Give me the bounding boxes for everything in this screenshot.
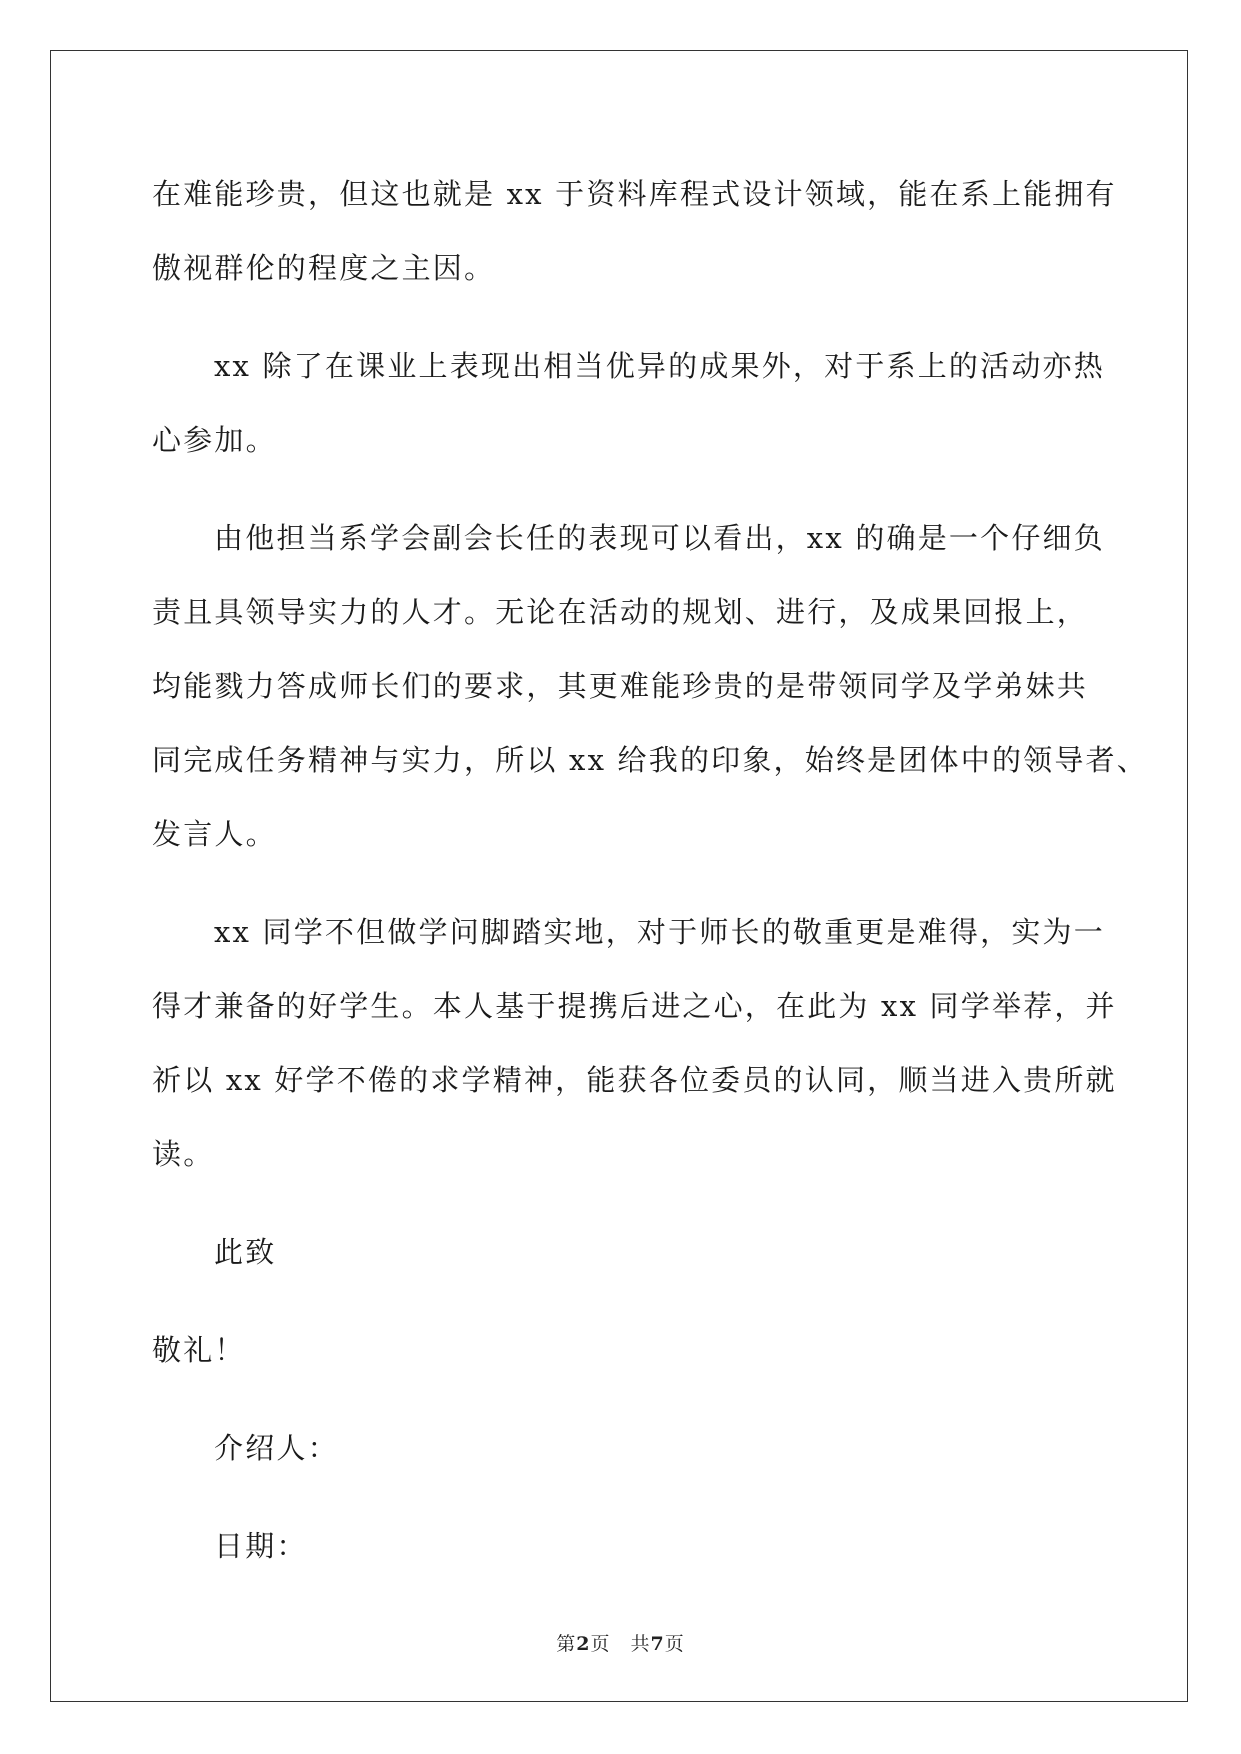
text-line: 得才兼备的好学生。本人基于提携后进之心，在此为 xx 同学举荐，并 (152, 989, 1117, 1023)
introducer-label: 介绍人： (214, 1431, 339, 1465)
text-line: 读。 (152, 1137, 215, 1171)
text-line: 均能戮力答成师长们的要求，其更难能珍贵的是带领同学及学弟妹共 (152, 669, 1089, 703)
text-line: 心参加。 (152, 423, 277, 457)
total-page-count: 7 (650, 1633, 665, 1655)
footer-suffix: 页 (664, 1633, 685, 1655)
text-line: 责且具领导实力的人才。无论在活动的规划、进行，及成果回报上， (152, 595, 1089, 629)
text-line: 在难能珍贵，但这也就是 xx 于资料库程式设计领域，能在系上能拥有 (152, 177, 1117, 211)
text-line: 同完成任务精神与实力，所以 xx 给我的印象，始终是团体中的领导者、 (152, 743, 1148, 777)
page-footer (0, 1629, 1241, 1656)
text-line: 由他担当系学会副会长任的表现可以看出，xx 的确是一个仔细负 (214, 521, 1105, 555)
footer-prefix: 第 (556, 1633, 577, 1655)
footer-middle: 页 共 (590, 1633, 651, 1655)
text-line: 发言人。 (152, 817, 277, 851)
current-page-number: 2 (576, 1633, 591, 1655)
date-label: 日期： (214, 1529, 308, 1563)
letter-body (152, 157, 1148, 1583)
text-line: 傲视群伦的程度之主因。 (152, 251, 496, 285)
text-line: xx 同学不但做学问脚踏实地，对于师长的敬重更是难得，实为一 (214, 915, 1105, 949)
closing-salutation: 此致 (214, 1235, 277, 1269)
text-line: 祈以 xx 好学不倦的求学精神，能获各位委员的认同，顺当进入贵所就 (152, 1063, 1117, 1097)
text-line: xx 除了在课业上表现出相当优异的成果外，对于系上的活动亦热 (214, 349, 1105, 383)
closing-regards: 敬礼！ (152, 1333, 246, 1367)
